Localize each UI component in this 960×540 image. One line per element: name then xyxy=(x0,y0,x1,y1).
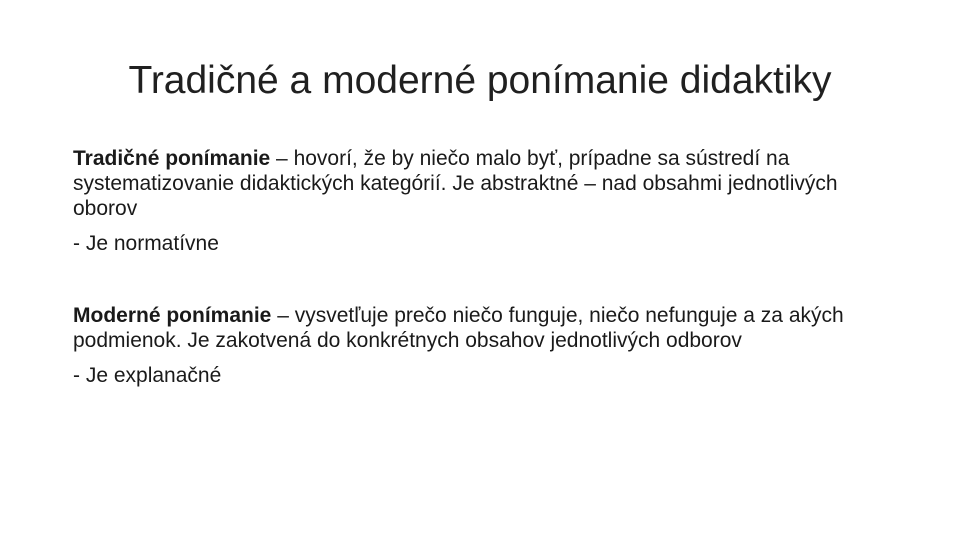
paragraph-traditional xyxy=(73,146,903,221)
bullet-modern: - Je explanačné xyxy=(73,364,222,387)
paragraph-modern xyxy=(73,303,903,353)
section-modern xyxy=(73,303,903,388)
text-modern: – vysvetľuje prečo niečo funguje, niečo nefunguje a za akých podmienok. Je zakotvená do konkrétnych obsahov jednotlivých odborov xyxy=(73,304,844,352)
section-spacer xyxy=(73,256,903,303)
slide-title: Tradičné a moderné ponímanie didaktiky xyxy=(128,59,832,102)
section-traditional xyxy=(73,146,903,256)
slide-body xyxy=(73,146,903,388)
term-modern: Moderné ponímanie xyxy=(73,304,272,327)
bullet-traditional: - Je normatívne xyxy=(73,232,219,255)
text-traditional: – hovorí, že by niečo malo byť, prípadne sa sústredí na systematizovanie didaktických kategórií. Je abstraktné – nad obsahmi jednotlivých oborov xyxy=(73,147,838,220)
term-traditional: Tradičné ponímanie xyxy=(73,147,271,170)
